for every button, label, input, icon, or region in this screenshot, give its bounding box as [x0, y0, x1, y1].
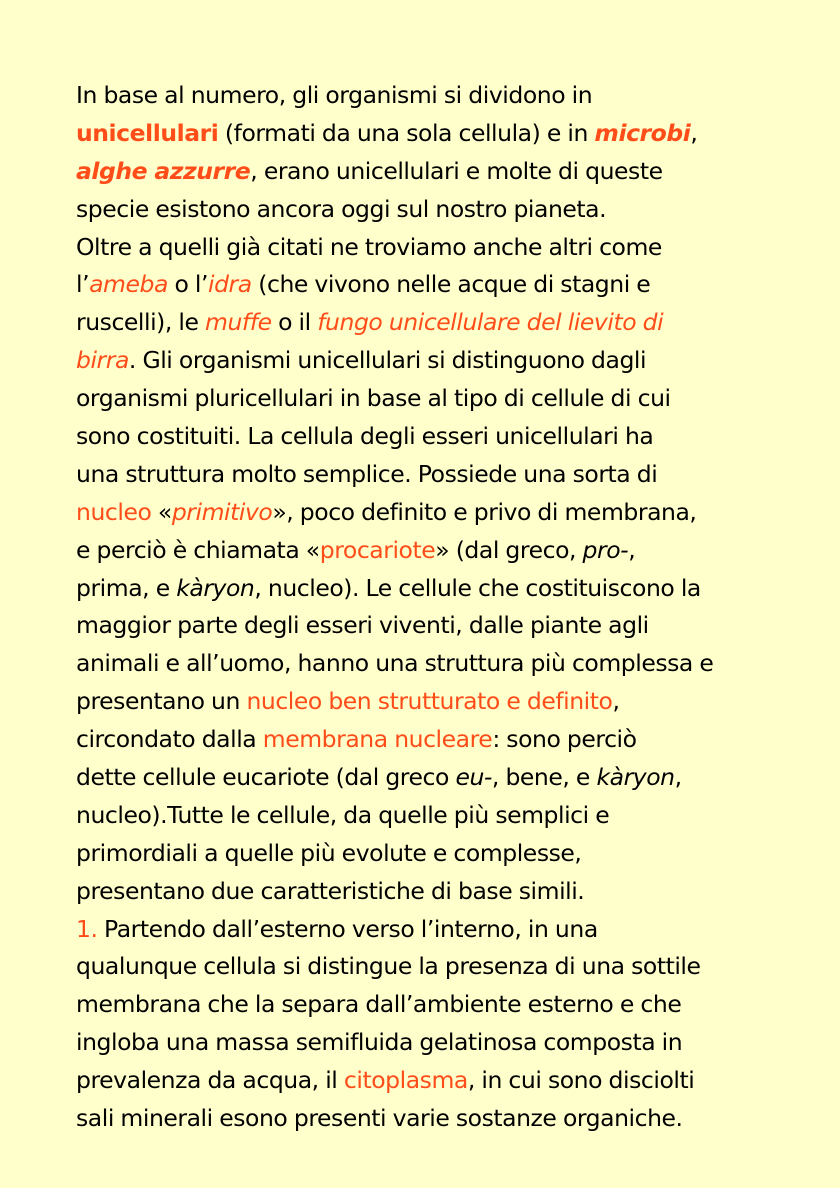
- text-line: [76, 380, 766, 418]
- text-line: [76, 759, 766, 797]
- text-line: [76, 607, 766, 645]
- text-segment: animali e all’uomo, hanno una struttura più complessa e: [76, 649, 714, 678]
- text-segment: kàryon: [176, 573, 255, 602]
- text-line: [76, 456, 766, 494]
- text-segment: , in cui sono disciolti: [467, 1066, 695, 1095]
- text-line: [76, 873, 766, 911]
- text-line: [76, 570, 766, 608]
- text-line: [76, 835, 766, 873]
- highlighted-term: nucleo: [76, 497, 152, 526]
- text-segment: ,: [612, 687, 620, 716]
- text-segment: dette cellule eucariote (dal greco: [76, 763, 456, 792]
- highlighted-term: alghe azzurre: [76, 156, 251, 185]
- text-segment: qualunque cellula si distingue la presenza di una sottile: [76, 952, 701, 981]
- text-line: [76, 911, 766, 949]
- text-line: [76, 229, 766, 267]
- document-body: [76, 77, 766, 1138]
- text-line: [76, 1024, 766, 1062]
- text-segment: circondato dalla: [76, 725, 263, 754]
- text-line: [76, 1062, 766, 1100]
- highlighted-term: primitivo: [171, 497, 273, 526]
- text-segment: kàryon: [596, 763, 675, 792]
- text-segment: l’: [76, 270, 90, 299]
- highlighted-term: fungo unicellulare del lievito di: [317, 308, 664, 337]
- text-segment: ,: [690, 118, 698, 147]
- text-line: [76, 153, 766, 191]
- text-segment: primordiali a quelle più evolute e complesse,: [76, 838, 582, 867]
- text-line: [76, 342, 766, 380]
- highlighted-term: muffe: [205, 308, 272, 337]
- text-segment: Oltre a quelli già citati ne troviamo anche altri come: [76, 232, 662, 261]
- text-segment: : sono perciò: [492, 725, 637, 754]
- text-line: [76, 418, 766, 456]
- text-segment: , erano unicellulari e molte di queste: [250, 156, 663, 185]
- text-line: [76, 304, 766, 342]
- text-segment: maggior parte degli esseri viventi, dalle piante agli: [76, 611, 649, 640]
- text-line: [76, 683, 766, 721]
- text-segment: eu-: [455, 763, 492, 792]
- text-segment: sono costituiti. La cellula degli esseri unicellulari ha: [76, 422, 654, 451]
- text-segment: sali minerali esono presenti varie sostanze organiche.: [76, 1104, 683, 1133]
- text-segment: pro-: [582, 535, 629, 564]
- text-line: [76, 115, 766, 153]
- text-segment: membrana che la separa dall’ambiente esterno e che: [76, 990, 682, 1019]
- text-segment: e perciò è chiamata «: [76, 535, 320, 564]
- text-line: [76, 645, 766, 683]
- text-segment: nucleo).Tutte le cellule, da quelle più semplici e: [76, 800, 610, 829]
- text-segment: . Gli organismi unicellulari si distinguono dagli: [128, 346, 647, 375]
- highlighted-term: birra: [76, 346, 129, 375]
- text-segment: o il: [271, 308, 318, 337]
- text-line: [76, 948, 766, 986]
- highlighted-term: membrana nucleare: [262, 725, 493, 754]
- text-line: [76, 191, 766, 229]
- highlighted-term: idra: [208, 270, 252, 299]
- text-line: [76, 266, 766, 304]
- text-segment: organismi pluricellulari in base al tipo di cellule di cui: [76, 384, 671, 413]
- text-segment: In base al numero, gli organismi si dividono in: [76, 81, 593, 109]
- highlighted-term: unicellulari: [76, 118, 219, 147]
- text-segment: «: [151, 497, 172, 526]
- highlighted-term: citoplasma: [343, 1066, 468, 1095]
- text-segment: o l’: [167, 270, 209, 299]
- text-segment: ruscelli), le: [76, 308, 206, 337]
- text-segment: ingloba una massa semifluida gelatinosa composta in: [76, 1028, 683, 1057]
- text-segment: », poco definito e privo di membrana,: [272, 497, 697, 526]
- text-segment: (che vivono nelle acque di stagni e: [251, 270, 651, 299]
- highlighted-term: microbi: [594, 118, 691, 147]
- text-segment: specie esistono ancora oggi sul nostro pianeta.: [76, 194, 607, 223]
- highlighted-term: nucleo ben strutturato e definito: [246, 687, 613, 716]
- text-line: [76, 77, 766, 115]
- text-line: [76, 986, 766, 1024]
- text-segment: prima, e: [76, 573, 177, 602]
- text-segment: Partendo dall’esterno verso l’interno, in una: [97, 914, 598, 943]
- text-segment: prevalenza da acqua, il: [76, 1066, 344, 1095]
- text-line: [76, 797, 766, 835]
- text-segment: (formati da una sola cellula) e in: [218, 118, 595, 147]
- text-line: [76, 532, 766, 570]
- text-line: [76, 1100, 766, 1138]
- highlighted-term: procariote: [319, 535, 436, 564]
- text-line: [76, 494, 766, 532]
- highlighted-term: ameba: [89, 270, 168, 299]
- text-line: [76, 721, 766, 759]
- text-segment: presentano un: [76, 687, 247, 716]
- text-segment: » (dal greco,: [435, 535, 583, 564]
- text-segment: , bene, e: [491, 763, 597, 792]
- text-segment: ,: [674, 763, 682, 792]
- text-segment: una struttura molto semplice. Possiede una sorta di: [76, 459, 658, 488]
- text-segment: ,: [628, 535, 636, 564]
- highlighted-term: 1.: [76, 914, 98, 943]
- text-segment: presentano due caratteristiche di base simili.: [76, 876, 585, 905]
- text-segment: , nucleo). Le cellule che costituiscono la: [254, 573, 701, 602]
